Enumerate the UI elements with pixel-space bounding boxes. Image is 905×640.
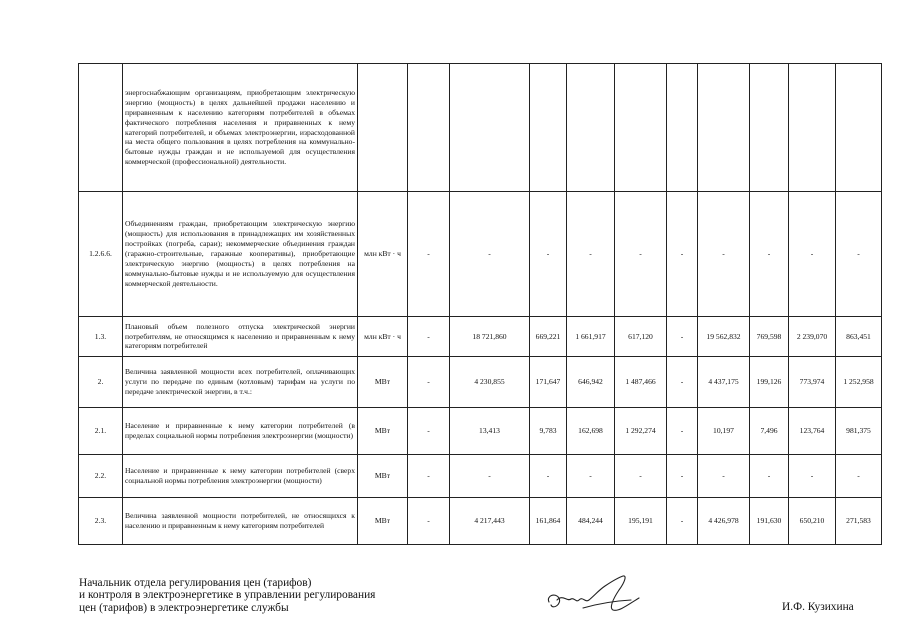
empty-cell (567, 64, 615, 192)
empty-cell (667, 64, 698, 192)
value-cell: 650,210 (789, 498, 836, 545)
signatory-position (79, 577, 375, 614)
value-cell: - (750, 192, 789, 317)
value-cell: - (667, 455, 698, 498)
value-cell: - (615, 192, 667, 317)
value-cell: 191,630 (750, 498, 789, 545)
value-cell: - (567, 455, 615, 498)
value-cell: - (789, 455, 836, 498)
empty-cell (698, 64, 750, 192)
value-cell: 484,244 (567, 498, 615, 545)
row-number: 1.2.6.6. (79, 192, 123, 317)
value-cell: - (450, 192, 530, 317)
value-cell: - (698, 455, 750, 498)
value-cell: 18 721,860 (450, 317, 530, 357)
value-cell: 617,120 (615, 317, 667, 357)
row-unit: МВт (358, 357, 408, 408)
row-description: Величина заявленной мощности потребителей, не относящихся к населению и приравненным к нему категориям потребителей (123, 498, 358, 545)
signer-name: И.Ф. Кузихина (782, 601, 854, 613)
empty-cell (408, 64, 450, 192)
value-cell: 669,221 (530, 317, 567, 357)
value-cell: - (667, 498, 698, 545)
value-cell: - (667, 357, 698, 408)
row-number: 1.3. (79, 317, 123, 357)
handwritten-signature (543, 572, 648, 624)
table-row (79, 498, 882, 545)
empty-cell (789, 64, 836, 192)
tariff-table (78, 63, 882, 545)
value-cell: - (750, 455, 789, 498)
value-cell: 123,764 (789, 408, 836, 455)
empty-cell (836, 64, 882, 192)
value-cell: 1 487,466 (615, 357, 667, 408)
empty-cell (750, 64, 789, 192)
position-line: Начальник отдела регулирования цен (тарифов) (79, 577, 312, 589)
row-description: Население и приравненные к нему категории потребителей (в пределах социальной нормы потребления электроэнергии (мощности) (123, 408, 358, 455)
value-cell: 1 661,917 (567, 317, 615, 357)
value-cell: - (408, 192, 450, 317)
value-cell: 4 217,443 (450, 498, 530, 545)
value-cell: 863,451 (836, 317, 882, 357)
value-cell: - (667, 192, 698, 317)
row-number: 2.1. (79, 408, 123, 455)
empty-cell (530, 64, 567, 192)
value-cell: 19 562,832 (698, 317, 750, 357)
table-row (79, 192, 882, 317)
empty-cell (450, 64, 530, 192)
value-cell: 195,191 (615, 498, 667, 545)
row-number: 2. (79, 357, 123, 408)
position-line: и контроля в электроэнергетике в управлении регулирования (79, 589, 376, 602)
value-cell: - (408, 498, 450, 545)
value-cell: 773,974 (789, 357, 836, 408)
table-row (79, 64, 882, 192)
value-cell: 981,375 (836, 408, 882, 455)
value-cell: 7,496 (750, 408, 789, 455)
row-unit: МВт (358, 455, 408, 498)
value-cell: - (408, 317, 450, 357)
value-cell: 9,783 (530, 408, 567, 455)
row-description: Величина заявленной мощности всех потребителей, оплачивающих услуги по передаче по единым (котловым) тарифам на услуги по передаче электрической энергии, в т.ч.: (123, 357, 358, 408)
value-cell: - (667, 408, 698, 455)
table-row (79, 408, 882, 455)
value-cell: - (530, 455, 567, 498)
table-row (79, 317, 882, 357)
value-cell: - (408, 408, 450, 455)
value-cell: 271,583 (836, 498, 882, 545)
value-cell: 769,598 (750, 317, 789, 357)
value-cell: - (836, 192, 882, 317)
value-cell: - (667, 317, 698, 357)
value-cell: - (408, 455, 450, 498)
value-cell: 171,647 (530, 357, 567, 408)
value-cell: 161,864 (530, 498, 567, 545)
value-cell: - (615, 455, 667, 498)
value-cell: - (408, 357, 450, 408)
value-cell: 199,126 (750, 357, 789, 408)
value-cell: - (836, 455, 882, 498)
value-cell: 10,197 (698, 408, 750, 455)
value-cell: 4 426,978 (698, 498, 750, 545)
value-cell: 162,698 (567, 408, 615, 455)
row-unit: млн кВт · ч (358, 317, 408, 357)
row-number: 2.2. (79, 455, 123, 498)
value-cell: - (698, 192, 750, 317)
row-unit (358, 64, 408, 192)
value-cell: 1 292,274 (615, 408, 667, 455)
value-cell: 4 230,855 (450, 357, 530, 408)
row-description: Плановый объем полезного отпуска электрической энергии потребителям, не относящимся к населению и приравненным к нему категориям потребителей (123, 317, 358, 357)
value-cell: - (789, 192, 836, 317)
row-number (79, 64, 123, 192)
value-cell: - (530, 192, 567, 317)
row-description: Объединениям граждан, приобретающим электрическую энергию (мощность) для использования в принадлежащих им хозяйственных постройках (погреба, сараи); некоммерческие объединения граждан (гаражно-строительные, гаражные кооперативы), приобретающие электрическую энергию (мощность) в целях потребления на коммунально-бытовые нужды и не используемую для осуществления коммерческой деятельности. (123, 192, 358, 317)
row-unit: МВт (358, 498, 408, 545)
value-cell: - (450, 455, 530, 498)
value-cell: 4 437,175 (698, 357, 750, 408)
table-row (79, 357, 882, 408)
row-description: Население и приравненные к нему категории потребителей (сверх социальной нормы потребления электроэнергии (мощности) (123, 455, 358, 498)
row-unit: млн кВт · ч (358, 192, 408, 317)
value-cell: 2 239,070 (789, 317, 836, 357)
value-cell: 13,413 (450, 408, 530, 455)
value-cell: - (567, 192, 615, 317)
position-line: цен (тарифов) в электроэнергетике службы (79, 601, 289, 614)
row-number: 2.3. (79, 498, 123, 545)
row-description: энергоснабжающим организациям, приобретающим электрическую энергию (мощность) в целях дальнейшей продажи населению и приравненным к населению категориям потребителей в объемах фактического потребления населения и приравненных к нему категорий потребителей, и объемах электроэнергии, израсходованной на места общего пользования в целях потребления на коммунально-бытовые нужды граждан и не используемой для осуществления коммерческой (профессиональной) деятельности. (123, 64, 358, 192)
table-row (79, 455, 882, 498)
value-cell: 646,942 (567, 357, 615, 408)
value-cell: 1 252,958 (836, 357, 882, 408)
row-unit: МВт (358, 408, 408, 455)
empty-cell (615, 64, 667, 192)
